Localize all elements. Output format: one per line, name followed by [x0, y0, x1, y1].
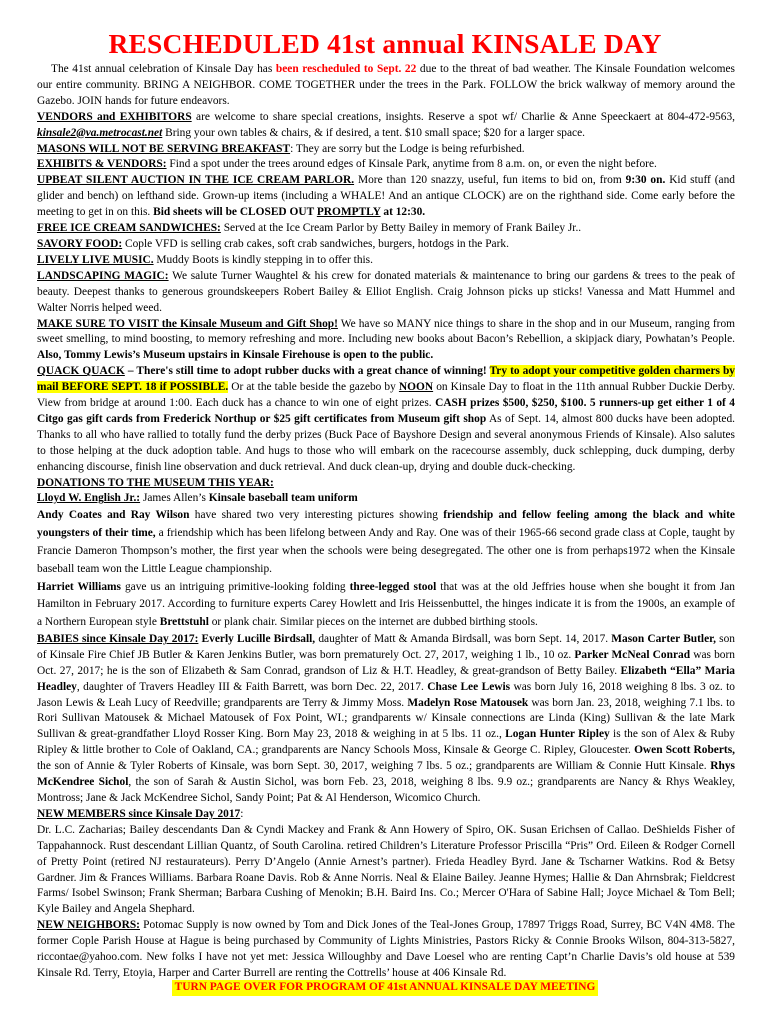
members-colon: :: [240, 807, 244, 820]
exhibits-text: Find a spot under the trees around edges of Kinsale Park, anytime from 8 a.m. on, or even the night before.: [166, 158, 657, 171]
quack-lead: – There's still time to adopt rubber ducks with a great chance of winning!: [124, 365, 490, 378]
vendors-email-link[interactable]: kinsale2@va.metrocast.net: [37, 126, 163, 139]
babies-paragraph: [37, 632, 735, 807]
page-title: RESCHEDULED 41st annual KINSALE DAY: [108, 28, 662, 59]
babies-heading: BABIES since Kinsale Day 2017:: [37, 632, 199, 645]
landscaping-paragraph: [37, 269, 735, 317]
masons-heading: MASONS WILL NOT BE SERVING BREAKFAST: [37, 142, 291, 155]
quack-highlight: Try to adopt your competitive golden charmers by mail BEFORE SEPT. 18 if POSSIBLE.: [37, 365, 735, 394]
museum-heading: MAKE SURE TO VISIT the Kinsale Museum and Gift Shop!: [37, 317, 338, 330]
footer-note: TURN PAGE OVER FOR PROGRAM OF 41st ANNUAL KINSALE DAY MEETING: [172, 980, 599, 996]
icecream-heading: FREE ICE CREAM SANDWICHES:: [37, 222, 221, 235]
baby-text-9: , the son of Sarah & Austin Sichol, was born Feb. 23, 2018, weighing 8 lbs. 9.9 oz.; grandparents are Nancy & Rhys Weakley, Montross; Jane & Jack McKendree Sichol, Sandy Point; Pat & Al Henderson, Wicomico Church.: [37, 776, 735, 805]
baby-text-4: , daughter of Travers Headley III & Faith Barrett, was born Dec. 22, 2017.: [76, 680, 428, 693]
icecream-paragraph: [37, 221, 735, 237]
english-name: Lloyd W. English Jr.:: [37, 492, 141, 505]
baby-text-5: was born July 16, 2018 weighing 8 lbs. 3 oz. to Jason Lewis & Leah Lucy of Reedville; grandparents are Terry & Jimmy Moss.: [37, 680, 735, 709]
baby-name-6: Madelyn Rose Matousek: [407, 696, 529, 709]
footer-line: [0, 980, 770, 996]
auction-promptly: PROMPTLY: [316, 206, 381, 219]
neighbors-text: Potomac Supply is now owned by Tom and Dick Jones of the Teal-Jones Group, 17897 Triggs Road, Surrey, BC V4N 4M8. The former Cople Parish House at Hague is being purchased by Community of Lights Ministries, Pastors Ricky & Connie Brooks Wilson, 804-313-5827, riccontae@yahoo.com. New folks I have not yet met: Jessica Willoughby and Dave Loesel who are renting Capt’n Charlie Davis’s old house at 539 Kinsale Rd. Terry, Etoyia, Harper and Carter Burrell are renting the Cottrells’ house at 406 Kinsale Rd.: [37, 919, 735, 979]
vendors-text: are welcome to share special creations, insights. Reserve a spot wf/ Charlie & Anne Speeckaert at 804-472-9563,: [191, 110, 735, 123]
vendors-heading: VENDORS and EXHIBITORS: [37, 110, 192, 123]
baby-name-9: Rhys McKendree Sichol: [37, 760, 735, 789]
members-text: Dr. L.C. Zacharias; Bailey descendants Dan & Cyndi Mackey and Frank & Ann Howery of Spiro, OK. Susan Erichsen of Callao. DeShields Fisher of Tappahannock. Rust descendant Lillian Quantz, of South Carolina. retired Children’s Literature Professor Priscilla “Pris” Ord. Eileen & Rodger Cornell of Pretty Point (retired NJ restaurateurs). Perry D’Angelo (Annie Arnest’s partner). Frieda Headley Byrd. Jane & Tscharner Watkins. Rod & Betsy Gardner. Jim & Frances Williams. Barbara Roane Davis. Rob & Anne Norris. Neal & Elaine Bailey. Jeanne Hymes; Hallie & Dan Ahrnsbrak; Fieldcrest Farms/ Isobel Swinson; Frank Sherman; Barbara Cushing of Menokin; B.H. Baird Ins. Co.; Mercer O'Hara of Sabine Hall; Joyce Michael & Tom Bell; Kyle Bailey and Angela Shephard.: [37, 823, 735, 916]
neighbors-heading: NEW NEIGHBORS:: [37, 919, 140, 932]
auction-close-text: Bid sheets will be CLOSED OUT: [153, 206, 317, 219]
english-item: Kinsale baseball team uniform: [208, 492, 358, 505]
coates-text-2: a friendship which has been lifelong between Andy and Ray. One was of their 1965-66 second grade class at Cople, taught by Francie Dameron Thompson’s mother, the first year when the schools were being desegregated. The other one is from perhaps1972 when the Kinsale baseball team won the Little League championship.: [37, 527, 735, 575]
quack-heading: QUACK QUACK: [37, 365, 125, 378]
vendors-paragraph: [37, 110, 735, 142]
newsletter-body: [37, 62, 735, 982]
baby-text-8: the son of Annie & Tyler Roberts of Kinsale, was born Sept. 30, 2017, weighing 7 lbs. 5 oz.; grandparents are William & Connie Hutt Kinsale.: [37, 760, 711, 773]
vendors-text-2: Bring your own tables & chairs, & if desired, a tent. $10 small space; $20 for a larger space.: [162, 126, 585, 139]
savory-paragraph: [37, 237, 735, 253]
masons-paragraph: [37, 142, 735, 158]
baby-text-7: is the son of Alex & Ruby Ripley & little brother to Cole of Oakland, CA.; grandparents are Nancy Schools Moss, Kinsale & George C. Ripley, Gloucester.: [37, 728, 735, 757]
masons-text: : They are sorry but the Lodge is being refurbished.: [290, 142, 525, 155]
quack-text-2: on Kinsale Day to float in the 11th annual Rubber Duckie Derby. View from bridge at around 1:00. Each duck has a chance to win one of eight prizes.: [37, 381, 735, 410]
museum-paragraph: [37, 317, 735, 365]
exhibits-paragraph: [37, 157, 735, 173]
auction-time: 9:30 on.: [625, 174, 666, 187]
auction-paragraph: [37, 173, 735, 221]
music-heading: LIVELY LIVE MUSIC.: [37, 253, 154, 266]
coates-paragraph: [37, 507, 735, 578]
baby-name-7: Logan Hunter Ripley: [505, 728, 610, 741]
baby-name-2: Mason Carter Butler,: [611, 632, 716, 645]
baby-name-8: Owen Scott Roberts,: [634, 744, 735, 757]
neighbors-paragraph: [37, 918, 735, 982]
members-heading-line: [37, 807, 735, 823]
baby-name-5: Chase Lee Lewis: [427, 680, 511, 693]
harriet-brettstuhl: Brettstuhl: [159, 616, 209, 629]
harriet-text-2: that was at the old Jeffries house when she bought it from Jan Hamilton in February 2017. According to furniture experts Carey Howlett and Iris Heissenbuttel, the hinges indicate it is from the 1900s, an example of a Northern European style: [37, 580, 735, 629]
auction-text: More than 120 snazzy, useful, fun items to bid on, from: [354, 174, 626, 187]
english-text: James Allen’s: [140, 492, 209, 505]
harriet-paragraph: [37, 579, 735, 632]
auction-heading: UPBEAT SILENT AUCTION IN THE ICE CREAM PARLOR.: [37, 174, 355, 187]
savory-heading: SAVORY FOOD:: [37, 237, 123, 250]
harriet-item: three-legged stool: [349, 580, 437, 593]
english-paragraph: [37, 491, 735, 507]
intro-text: The 41st annual celebration of Kinsale Day has: [51, 63, 276, 75]
baby-name-1: Everly Lucille Birdsall,: [198, 632, 316, 645]
quack-paragraph: [37, 364, 735, 475]
quack-prizes: CASH prizes $500, $250, $100. 5 runners-up get either 1 of 4 Citgo gas gift cards from Frederick Northup or $25 gift certificates from Museum gift shop: [37, 397, 735, 425]
coates-text: have shared two very interesting pictures showing: [189, 509, 444, 522]
baby-name-3: Parker McNeal Conrad: [574, 648, 691, 661]
coates-highlight: friendship and fellow feeling among the black and white youngsters of their time,: [37, 509, 735, 540]
harriet-text: gave us an intriguing primitive-looking folding: [120, 580, 350, 593]
auction-close-time: at 12:30.: [380, 206, 426, 219]
intro-paragraph: [37, 62, 735, 110]
members-heading: NEW MEMBERS since Kinsale Day 2017: [37, 807, 241, 820]
quack-text-3: As of Sept. 14, almost 800 ducks have been adopted. Thanks to all who have rallied to totally fund the derby prizes (Buck Pace of Bayshore Design and several anonymous Friends of Kinsale). Also salutes to those helping at the duck adoption table. And hugs to those who will embark on the racecourse assembly, duck schlepping, duck dumping, derby enhancing discourse, finish line observation and duck retrieval. And duck clean-up, drying and double duck-checking.: [37, 412, 735, 473]
harriet-name: Harriet Williams: [37, 580, 121, 593]
rescheduled-date: been rescheduled to Sept. 22: [275, 63, 417, 75]
icecream-text: Served at the Ice Cream Parlor by Betty Bailey in memory of Frank Bailey Jr..: [220, 222, 582, 235]
landscaping-text: We salute Turner Waughtel & his crew for donated materials & maintenance to bring our gardens & trees to the peak of beauty. Deepest thanks to generous groundskeepers Robert Bailey & Elliot English. Craig Johnson picks up sticks! Vanessa and Matt Hummel and Walter Norris helped weed.: [37, 269, 735, 314]
donations-heading-line: [37, 476, 735, 492]
coates-name: Andy Coates and Ray Wilson: [37, 509, 190, 522]
baby-name-4: Elizabeth “Ella” Maria Headley: [37, 664, 735, 693]
baby-text-6: was born Jan. 23, 2018, weighing 7.1 lbs. to Rori Sullivan Matousek & Michael Matousek of Fox Point, WI.; grandparents w/ Kinsale connections are Linda (King) Sullivan & the late Mark Sullivan & great-grandfather Lloyd Rosser King. Born May 23, 2018 & weighing in at 5 lbs. 11 oz.,: [37, 696, 735, 741]
music-text: Muddy Boots is kindly stepping in to offer this.: [153, 253, 373, 266]
museum-text: We have so MANY nice things to share in the shop and in our Museum, ranging from sweet smelling, to mind boosting, to memory refreshing and more. Including new books about Bacon’s Rebellion, a skipjack diary, Powhatan’s People.: [37, 317, 735, 346]
donations-heading: DONATIONS TO THE MUSEUM THIS YEAR:: [37, 476, 274, 489]
baby-text-1: daughter of Matt & Amanda Birdsall, was born Sept. 14, 2017.: [315, 632, 612, 645]
savory-text: Cople VFD is selling crab cakes, soft crab sandwiches, burgers, hotdogs in the Park.: [122, 237, 509, 250]
quack-noon: NOON: [398, 381, 434, 394]
quack-text: Or at the table beside the gazebo by: [228, 381, 399, 394]
museum-firehouse-note: Also, Tommy Lewis’s Museum upstairs in Kinsale Firehouse is open to the public.: [37, 349, 434, 362]
landscaping-heading: LANDSCAPING MAGIC:: [37, 269, 169, 282]
harriet-text-3: or plank chair. Similar pieces on the internet are dubbed birthing stools.: [208, 616, 538, 629]
baby-text-3: was born Oct. 27, 2017; he is the son of Elizabeth & Sam Conrad, grandson of Liz & H.T. Headley, & great-grandson of Betty Bailey.: [37, 648, 735, 677]
auction-text-2: Kid stuff (and glider and bench) on lefthand side. Grown-up items (including a WHALE! And an antique CLOCK) are on the righthand side. Come early before the meeting to get in on this.: [37, 174, 735, 219]
members-paragraph: [37, 823, 735, 918]
music-paragraph: [37, 253, 735, 269]
baby-text-2: son of Kinsale Fire Chief JB Butler & Karen Jenkins Butler, was born prematurely Oct. 27, 2017, weighing 1 lb., 10 oz.: [37, 632, 735, 661]
intro-text-2: due to the threat of bad weather. The Kinsale Foundation welcomes our entire community. BRING A NEIGHBOR. COME TOGETHER under the trees in the Park. FOLLOW the brick walkway of memory around the Gazebo. JOIN hands for future endeavors.: [37, 63, 735, 107]
exhibits-heading: EXHIBITS & VENDORS:: [37, 158, 167, 171]
